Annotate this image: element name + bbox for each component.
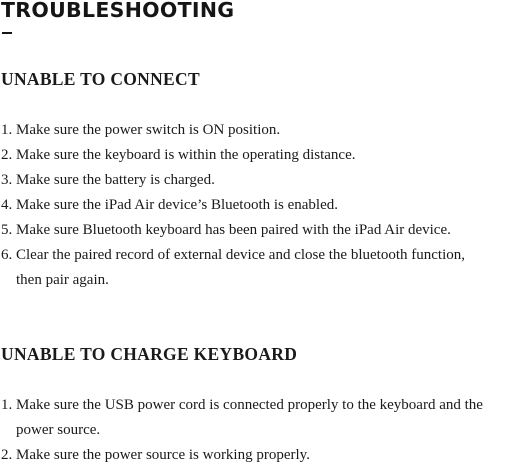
list-item-number: 1. <box>1 122 13 138</box>
list-item-number: 4. <box>1 197 13 213</box>
section-heading-unable-to-charge: UNABLE TO CHARGE KEYBOARD <box>1 344 298 364</box>
list-item <box>0 168 526 193</box>
list-item <box>0 218 526 243</box>
list-item-number: 6. <box>1 247 13 263</box>
list-item <box>0 243 526 293</box>
list-item <box>0 193 526 218</box>
list-item-number: 2. <box>1 447 13 463</box>
list-item <box>0 443 526 468</box>
list-item-text: Make sure the power switch is ON position. <box>16 122 281 138</box>
list-item-text: Make sure the battery is charged. <box>16 172 215 188</box>
list-item-text: Clear the paired record of external device and close the bluetooth function, then pair again. <box>16 247 465 288</box>
list-item-text: Make sure the USB power cord is connected properly to the keyboard and the power source. <box>16 397 483 438</box>
list-item <box>0 118 526 143</box>
title-underline-rule <box>2 32 12 34</box>
list-item-number: 3. <box>1 172 13 188</box>
section-heading-unable-to-connect: UNABLE TO CONNECT <box>1 69 200 89</box>
list-item-number: 2. <box>1 147 13 163</box>
connect-steps-list <box>0 118 526 293</box>
list-item-number: 5. <box>1 222 13 238</box>
list-item <box>0 393 526 443</box>
list-item-text: Make sure the iPad Air device’s Bluetooth is enabled. <box>16 197 339 213</box>
charge-steps-list <box>0 393 526 468</box>
list-item-text: Make sure the keyboard is within the operating distance. <box>16 147 356 163</box>
list-item <box>0 143 526 168</box>
page-title: TROUBLESHOOTING <box>1 0 235 22</box>
list-item-number: 1. <box>1 397 13 413</box>
list-item-text: Make sure Bluetooth keyboard has been paired with the iPad Air device. <box>16 222 451 238</box>
list-item-text: Make sure the power source is working properly. <box>16 447 310 463</box>
